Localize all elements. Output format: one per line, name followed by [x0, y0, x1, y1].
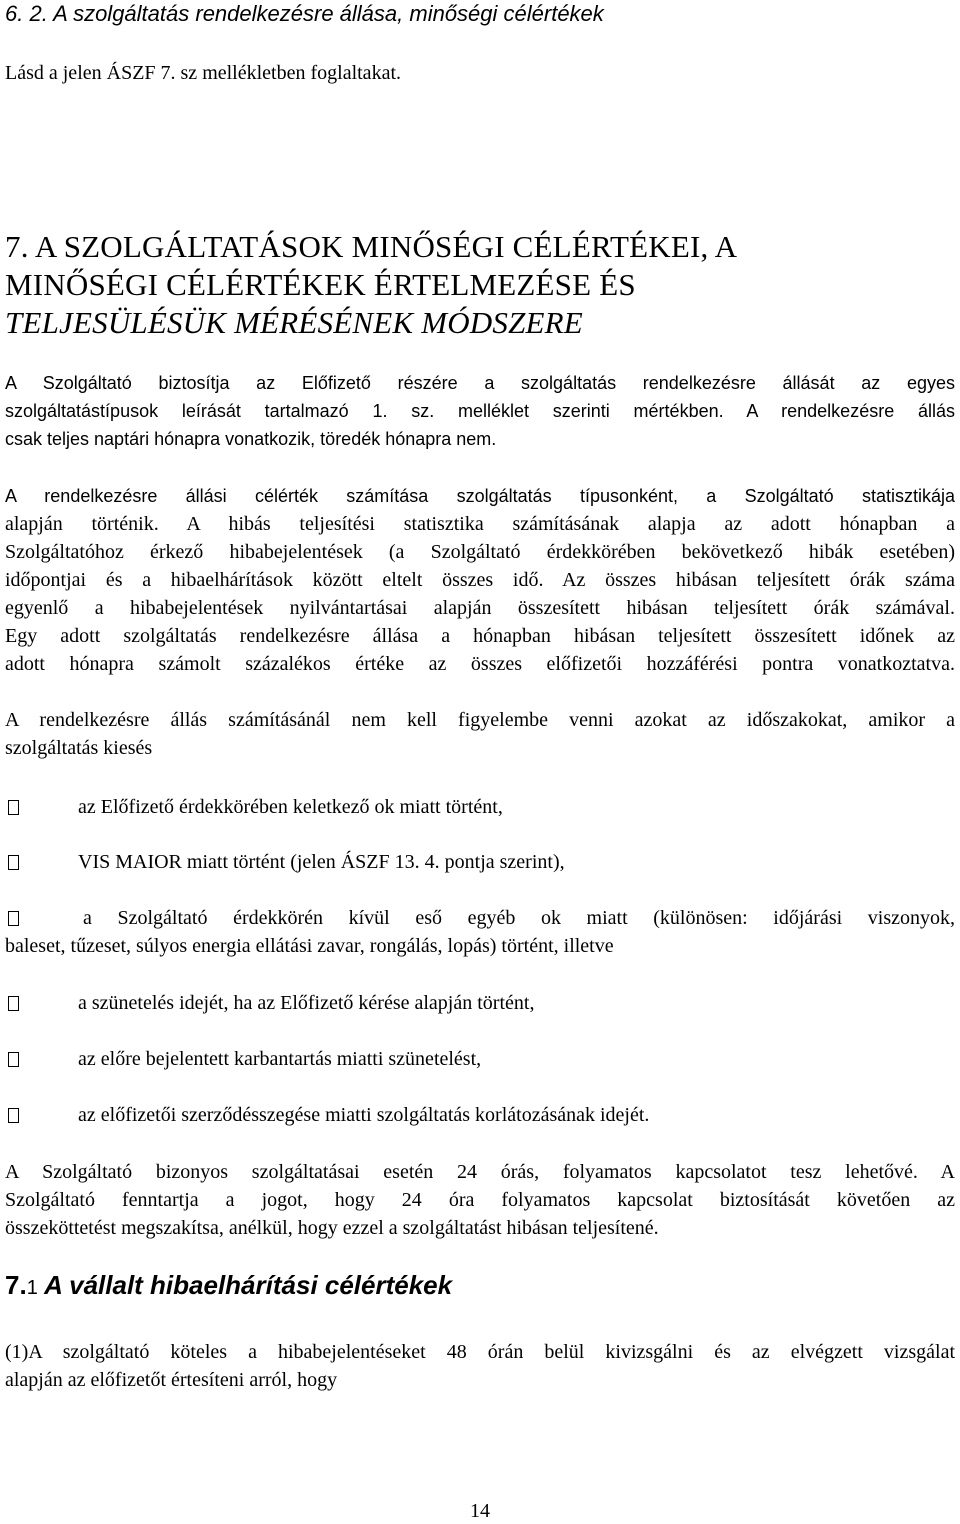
page-number: 14 — [470, 1500, 490, 1522]
exclusion-line-2: szolgáltatás kiesés — [5, 737, 153, 759]
intro-line-3: csak teljes naptári hónapra vonatkozik, töredék hónapra nem. — [5, 429, 497, 449]
calc-line-1: A rendelkezésre állási célérték számítása szolgáltatás típusonként, a Szolgáltató statisztikája — [5, 486, 955, 506]
bullet-text: az Előfizető érdekkörében keletkező ok miatt történt, — [78, 796, 503, 818]
reference-text: Lásd a jelen ÁSZF 7. sz mellékletben foglaltakat. — [5, 62, 401, 84]
chapter-heading — [5, 228, 945, 342]
calc-line-7: adott hónapra számolt százalékos értéke az összes előfizetői hozzáférési pontra vonatkoztatva. — [5, 653, 955, 675]
exclusion-intro — [5, 706, 955, 762]
bullet-text: a Szolgáltató érdekkörén kívül eső egyéb ok miatt (különösen: időjárási viszonyok, — [83, 907, 955, 929]
continuous-line-2: Szolgáltató fenntartja a jogot, hogy 24 óra folyamatos kapcsolat biztosítását követően az — [5, 1189, 955, 1211]
intro-paragraph — [5, 369, 955, 453]
bullet-box-icon — [8, 800, 19, 815]
intro-line-1: A Szolgáltató biztosítja az Előfizető részére a szolgáltatás rendelkezésre állását az egyes — [5, 373, 955, 393]
exclusion-line-1: A rendelkezésre állás számításánál nem kell figyelembe venni azokat az időszakokat, amikor a — [5, 709, 955, 731]
bullet-text: VIS MAIOR miatt történt (jelen ÁSZF 13. 4. pontja szerint), — [78, 851, 565, 873]
bullet-box-icon — [8, 1108, 19, 1123]
bullet-text: az előfizetői szerződésszegése miatti szolgáltatás korlátozásának idejét. — [78, 1104, 650, 1126]
subsection-title: A vállalt hibaelhárítási célértékek — [44, 1270, 453, 1300]
calc-line-4: időpontjai és a hibaelhárítások között eltelt összes idő. Az összes hibásan teljesített órák száma — [5, 569, 955, 591]
bullet-text: az előre bejelentett karbantartás miatti szünetelést, — [78, 1048, 482, 1070]
bullet-box-icon — [8, 1052, 19, 1067]
intro-line-2: szolgáltatástípusok leírását tartalmazó 1. sz. melléklet szerinti mértékben. A rendelkezésre állás — [5, 401, 955, 421]
bullet-text: a szünetelés idejét, ha az Előfizető kérése alapján történt, — [78, 992, 535, 1014]
bullet-box-icon — [8, 996, 19, 1011]
bullet-box-icon — [8, 855, 19, 870]
chapter-heading-line-1: 7. A SZOLGÁLTATÁSOK MINŐSÉGI CÉLÉRTÉKEI, A — [5, 229, 738, 264]
calc-line-3: Szolgáltatóhoz érkező hibabejelentések (a Szolgáltató érdekkörében bekövetkező hibák esetében) — [5, 541, 955, 563]
final-paragraph — [5, 1338, 955, 1394]
subsection-number: 7.1 — [5, 1270, 38, 1300]
calc-line-2: alapján történik. A hibás teljesítési statisztika számításának alapja az adott hónapban a — [5, 513, 955, 535]
continuous-paragraph — [5, 1158, 955, 1242]
final-line-1: (1)A szolgáltató köteles a hibabejelentéseket 48 órán belül kivizsgálni és az elvégzett vizsgálat — [5, 1341, 955, 1363]
chapter-heading-line-3: TELJESÜLÉSÜK MÉRÉSÉNEK MÓDSZERE — [5, 305, 583, 340]
continuous-line-1: A Szolgáltató bizonyos szolgáltatásai esetén 24 órás, folyamatos kapcsolatot tesz lehetővé. A — [5, 1161, 955, 1183]
subsection-heading — [5, 1268, 905, 1305]
chapter-heading-line-2: MINŐSÉGI CÉLÉRTÉKEK ÉRTELMEZÉSE ÉS — [5, 267, 636, 302]
bullet-text-continuation: baleset, tűzeset, súlyos energia ellátási zavar, rongálás, lopás) történt, illetve — [5, 935, 614, 957]
calc-line-5: egyenlő a hibabejelentések nyilvántartásai alapján összesített hibásan teljesített órák számával. — [5, 597, 955, 619]
bullet-item — [5, 904, 955, 960]
continuous-line-3: összeköttetést megszakítsa, anélkül, hogy ezzel a szolgáltatást hibásan teljesítené. — [5, 1217, 659, 1239]
section-heading: 6. 2. A szolgáltatás rendelkezésre állása, minőségi célértékek — [5, 1, 604, 26]
bullet-box-icon — [8, 911, 19, 926]
final-line-2: alapján az előfizetőt értesíteni arról, hogy — [5, 1369, 338, 1391]
calc-line-6: Egy adott szolgáltatás rendelkezésre állása a hónapban hibásan teljesített összesített időnek az — [5, 625, 955, 647]
calc-paragraph — [5, 482, 955, 678]
